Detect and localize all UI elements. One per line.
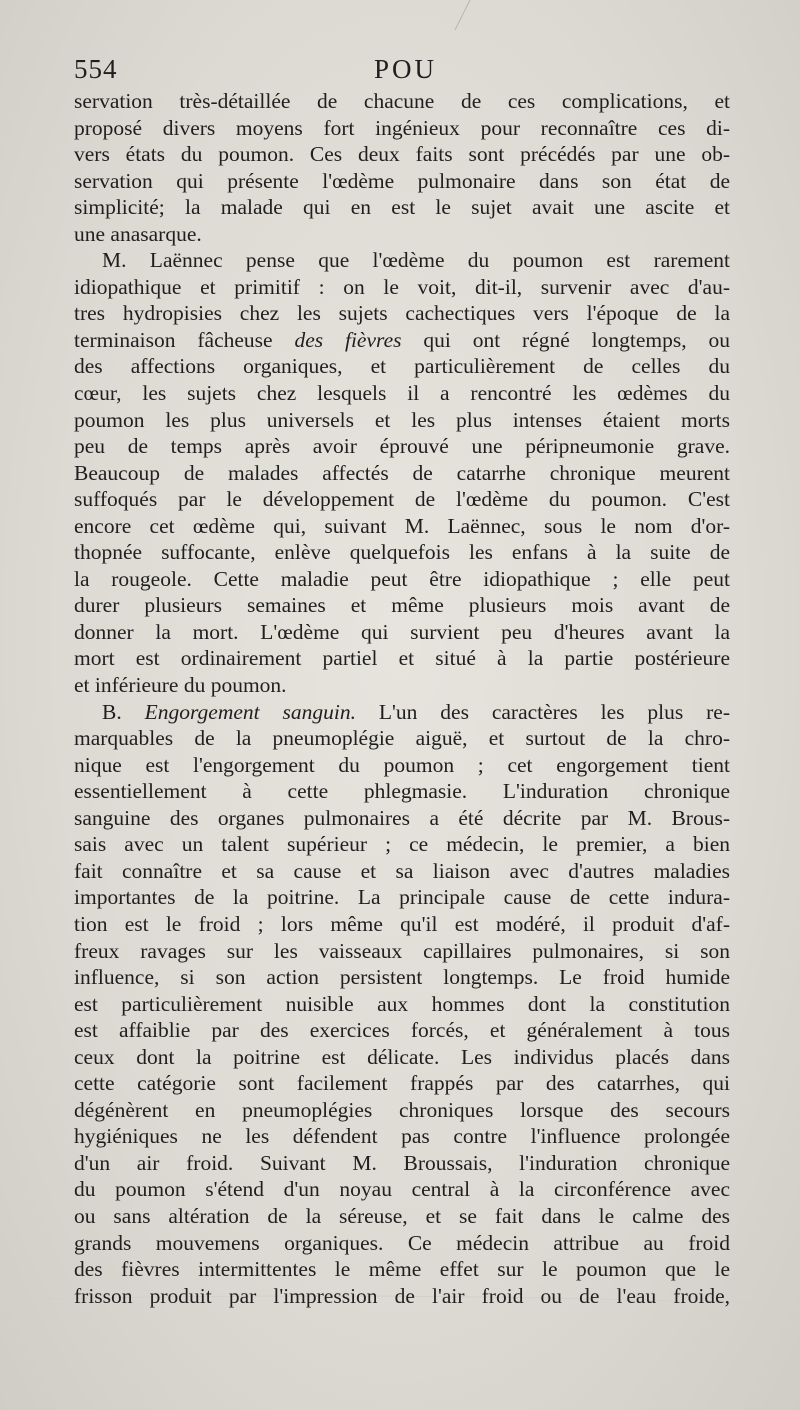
text-line: mort est ordinairement partiel et situé à la partie postérieure xyxy=(74,646,730,671)
text-line: suffoqués par le développement de l'œdème du poumon. C'est xyxy=(74,487,730,512)
text-line: idiopathique et primitif : on le voit, dit-il, survenir avec d'au- xyxy=(74,274,730,299)
text-line: d'un air froid. Suivant M. Broussais, l'induration chronique xyxy=(74,1150,730,1175)
text-line: influence, si son action persistent longtemps. Le froid humide xyxy=(74,965,730,990)
text-line: durer plusieurs semaines et même plusieurs mois avant de xyxy=(74,593,730,618)
text-line: tion est le froid ; lors même qu'il est modéré, il produit d'af- xyxy=(74,911,730,936)
text-line: M. Laënnec pense que l'œdème du poumon est rarement xyxy=(102,248,730,273)
text-line: ceux dont la poitrine est délicate. Les individus placés dans xyxy=(74,1044,730,1069)
text-line: servation qui présente l'œdème pulmonaire dans son état de xyxy=(74,168,730,193)
text-line: dégénèrent en pneumoplégies chroniques lorsque des secours xyxy=(74,1097,730,1122)
italic-phrase: des fièvres xyxy=(294,327,402,352)
text-line: donner la mort. L'œdème qui survient peu d'heures avant la xyxy=(74,619,730,644)
text-line: tres hydropisies chez les sujets cachectiques vers l'époque de la xyxy=(74,301,730,326)
text-line: est affaiblie par des exercices forcés, et généralement à tous xyxy=(74,1018,730,1043)
text-line: une anasarque. xyxy=(74,221,202,246)
text-line: marquables de la pneumoplégie aiguë, et surtout de la chro- xyxy=(74,726,730,751)
text-line: cœur, les sujets chez lesquels il a rencontré les œdèmes du xyxy=(74,381,730,406)
text-line: servation très-détaillée de chacune de ces complications, et xyxy=(74,89,730,113)
text-line: des affections organiques, et particulièrement de celles du xyxy=(74,354,730,379)
text-line: Beaucoup de malades affectés de catarrhe chronique meurent xyxy=(74,460,730,485)
text-line: importantes de la poitrine. La principale cause de cette indura- xyxy=(74,885,730,910)
text-line: simplicité; la malade qui en est le sujet avait une ascite et xyxy=(74,195,730,220)
text-line: fait connaître et sa cause et sa liaison avec d'autres maladies xyxy=(74,858,730,883)
italic-phrase: Engorgement sanguin. xyxy=(144,699,356,724)
text-line xyxy=(74,327,730,354)
text-line: encore cet œdème qui, suivant M. Laënnec, sous le nom d'or- xyxy=(74,513,730,538)
text-line: nique est l'engorgement du poumon ; cet engorgement tient xyxy=(74,752,730,777)
text-segment: B. xyxy=(102,699,145,724)
text-line xyxy=(74,699,730,726)
text-segment: terminaison fâcheuse xyxy=(74,327,295,352)
text-line: frisson produit par l'impression de l'air froid ou de l'eau froide, xyxy=(74,1283,730,1308)
text-line: peu de temps après avoir éprouvé une péripneumonie grave. xyxy=(74,434,730,459)
text-segment: L'un des caractères les plus re- xyxy=(356,699,730,724)
body-text xyxy=(74,88,730,1309)
text-segment: qui ont régné longtemps, ou xyxy=(401,327,731,352)
text-line: sanguine des organes pulmonaires a été décrite par M. Brous- xyxy=(74,805,730,830)
text-line: la rougeole. Cette maladie peut être idiopathique ; elle peut xyxy=(74,566,730,591)
text-line: cette catégorie sont facilement frappés par des catarrhes, qui xyxy=(74,1071,730,1096)
text-line: est particulièrement nuisible aux hommes dont la constitution xyxy=(74,991,730,1016)
text-line: poumon les plus universels et les plus intenses étaient morts xyxy=(74,407,730,432)
text-line: proposé divers moyens fort ingénieux pour reconnaître ces di- xyxy=(74,115,730,140)
text-line: et inférieure du poumon. xyxy=(74,673,287,698)
page-header xyxy=(74,48,730,90)
running-head: POU xyxy=(374,54,438,84)
text-line: hygiéniques ne les défendent pas contre l'influence prolongée xyxy=(74,1124,730,1149)
text-line: sais avec un talent supérieur ; ce médecin, le premier, a bien xyxy=(74,832,730,857)
text-line: freux ravages sur les vaisseaux capillaires pulmonaires, si son xyxy=(74,938,730,963)
text-line: ou sans altération de la séreuse, et se fait dans le calme des xyxy=(74,1203,730,1228)
text-line: du poumon s'étend d'un noyau central à la circonférence avec xyxy=(74,1177,730,1202)
text-line: grands mouvemens organiques. Ce médecin attribue au froid xyxy=(74,1230,730,1255)
page-number: 554 xyxy=(74,54,118,84)
text-line: essentiellement à cette phlegmasie. L'induration chronique xyxy=(74,779,730,804)
text-line: vers états du poumon. Ces deux faits sont précédés par une ob- xyxy=(74,142,730,167)
text-line: des fièvres intermittentes le même effet sur le poumon que le xyxy=(74,1257,730,1282)
text-line: thopnée suffocante, enlève quelquefois les enfans à la suite de xyxy=(74,540,730,565)
